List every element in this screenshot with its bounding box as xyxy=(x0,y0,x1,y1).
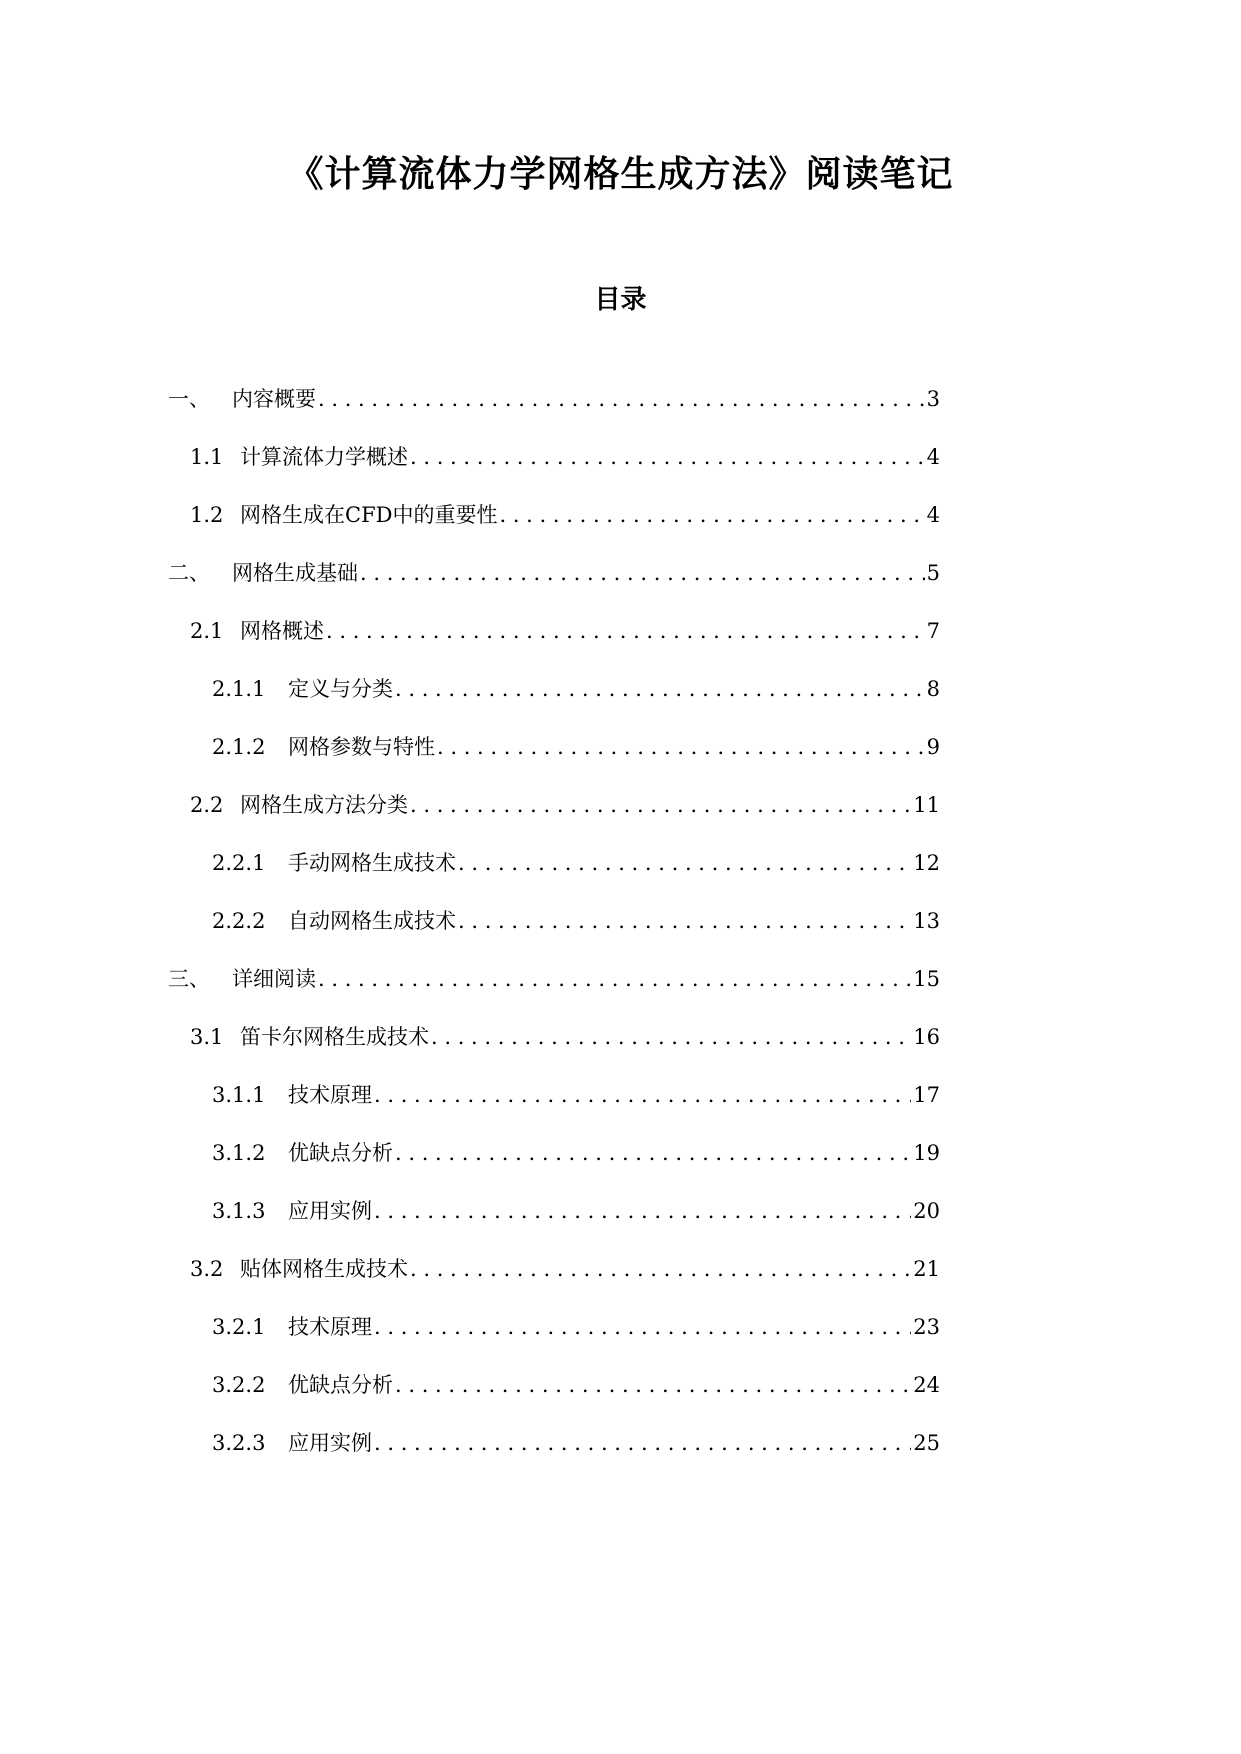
toc-entry-title: 网格生成方法分类 xyxy=(240,793,408,817)
toc-entry-page-number: 12 xyxy=(913,851,940,875)
toc-heading: 目录 xyxy=(594,285,647,315)
toc-entry-number: 3.1.2 xyxy=(212,1141,266,1165)
toc-entry[interactable] xyxy=(190,1021,940,1053)
toc-entry-page-number: 7 xyxy=(926,619,940,643)
toc-dot-leader xyxy=(358,557,925,589)
toc-entry-page-number: 9 xyxy=(926,735,940,759)
toc-dot-leader xyxy=(456,905,911,937)
toc-entry-number: 1.2 xyxy=(190,503,224,527)
toc-entry-title: 网格概述 xyxy=(240,619,324,643)
toc-entry-number: 二、 xyxy=(168,561,210,585)
toc-entry-page-number: 25 xyxy=(913,1431,940,1455)
toc-entry[interactable] xyxy=(168,383,940,415)
toc-dot-leader xyxy=(429,1021,911,1053)
toc-entry[interactable] xyxy=(212,1369,940,1401)
toc-entry[interactable] xyxy=(212,905,940,937)
toc-entry-title: 自动网格生成技术 xyxy=(288,909,456,933)
toc-entry-title: 贴体网格生成技术 xyxy=(240,1257,408,1281)
toc-entry-number: 3.1.1 xyxy=(212,1083,266,1107)
toc-entry[interactable] xyxy=(212,1311,940,1343)
toc-entry-number: 2.1.2 xyxy=(212,735,266,759)
toc-dot-leader xyxy=(497,499,924,531)
toc-entry-number: 3.2.3 xyxy=(212,1431,266,1455)
toc-entry-title: 详细阅读 xyxy=(232,967,316,991)
toc-entry-page-number: 17 xyxy=(913,1083,940,1107)
toc-dot-leader xyxy=(408,441,925,473)
toc-entry-number: 3.2 xyxy=(190,1257,224,1281)
toc-entry-title: 技术原理 xyxy=(288,1315,372,1339)
toc-dot-leader xyxy=(372,1311,911,1343)
toc-entry-page-number: 3 xyxy=(926,387,940,411)
toc-dot-leader xyxy=(324,615,925,647)
toc-dot-leader xyxy=(316,383,925,415)
toc-entry-page-number: 23 xyxy=(913,1315,940,1339)
toc-dot-leader xyxy=(408,1253,911,1285)
toc-entry-title: 内容概要 xyxy=(232,387,316,411)
toc-entry-title: 网格参数与特性 xyxy=(288,735,435,759)
toc-entry-page-number: 21 xyxy=(913,1257,940,1281)
toc-entry[interactable] xyxy=(212,1079,940,1111)
toc-entry-title: 网格生成在CFD中的重要性 xyxy=(240,503,498,527)
toc-entry-page-number: 4 xyxy=(926,445,940,469)
toc-dot-leader xyxy=(372,1427,911,1459)
toc-entry-page-number: 4 xyxy=(926,503,940,527)
toc-entry[interactable] xyxy=(168,963,940,995)
toc-entry-number: 3.2.2 xyxy=(212,1373,266,1397)
toc-entry-title: 应用实例 xyxy=(288,1431,372,1455)
toc-dot-leader xyxy=(393,1137,911,1169)
toc-entry-number: 三、 xyxy=(168,967,210,991)
toc-entry-title: 手动网格生成技术 xyxy=(288,851,456,875)
toc-entry[interactable] xyxy=(190,1253,940,1285)
toc-entry-page-number: 11 xyxy=(913,793,940,817)
toc-dot-leader xyxy=(393,673,925,705)
toc-entry-page-number: 16 xyxy=(913,1025,940,1049)
toc-entry-page-number: 19 xyxy=(913,1141,940,1165)
toc-entry-page-number: 20 xyxy=(913,1199,940,1223)
toc-entry[interactable] xyxy=(212,1195,940,1227)
toc-entry-title: 笛卡尔网格生成技术 xyxy=(240,1025,429,1049)
toc-dot-leader xyxy=(393,1369,911,1401)
toc-entry-number: 2.2.1 xyxy=(212,851,266,875)
toc-entry[interactable] xyxy=(190,441,940,473)
toc-entry[interactable] xyxy=(212,847,940,879)
toc-entry[interactable] xyxy=(190,789,940,821)
toc-entry-title: 技术原理 xyxy=(288,1083,372,1107)
toc-entry-page-number: 13 xyxy=(913,909,940,933)
toc-entry[interactable] xyxy=(212,1427,940,1459)
toc-entry[interactable] xyxy=(212,1137,940,1169)
toc-entry-number: 3.1 xyxy=(190,1025,224,1049)
toc-entry-page-number: 15 xyxy=(913,967,940,991)
toc-entry-number: 2.1 xyxy=(190,619,224,643)
toc-entry[interactable] xyxy=(212,673,940,705)
toc-dot-leader xyxy=(372,1195,911,1227)
toc-entry-title: 优缺点分析 xyxy=(288,1373,393,1397)
toc-entry-page-number: 24 xyxy=(913,1373,940,1397)
toc-entry-number: 1.1 xyxy=(190,445,224,469)
toc-dot-leader xyxy=(316,963,911,995)
toc-entry-title: 优缺点分析 xyxy=(288,1141,393,1165)
toc-entry-number: 3.2.1 xyxy=(212,1315,266,1339)
toc-entry[interactable] xyxy=(212,731,940,763)
toc-dot-leader xyxy=(456,847,911,879)
toc-dot-leader xyxy=(372,1079,911,1111)
toc-entry[interactable] xyxy=(168,557,940,589)
toc-dot-leader xyxy=(408,789,911,821)
toc-dot-leader xyxy=(435,731,925,763)
toc-entry-number: 一、 xyxy=(168,387,210,411)
toc-entry-title: 计算流体力学概述 xyxy=(240,445,408,469)
toc-entry-page-number: 8 xyxy=(926,677,940,701)
toc-entry-number: 2.2 xyxy=(190,793,224,817)
toc-entry-title: 定义与分类 xyxy=(288,677,393,701)
toc-entry-title: 应用实例 xyxy=(288,1199,372,1223)
toc-entry-title: 网格生成基础 xyxy=(232,561,358,585)
toc-entry-number: 2.2.2 xyxy=(212,909,266,933)
toc-entry-number: 3.1.3 xyxy=(212,1199,266,1223)
document-title: 《计算流体力学网格生成方法》阅读笔记 xyxy=(287,154,954,195)
toc-entry-number: 2.1.1 xyxy=(212,677,266,701)
toc-entry[interactable] xyxy=(190,615,940,647)
toc-entry[interactable] xyxy=(190,499,940,531)
toc-entry-page-number: 5 xyxy=(926,561,940,585)
